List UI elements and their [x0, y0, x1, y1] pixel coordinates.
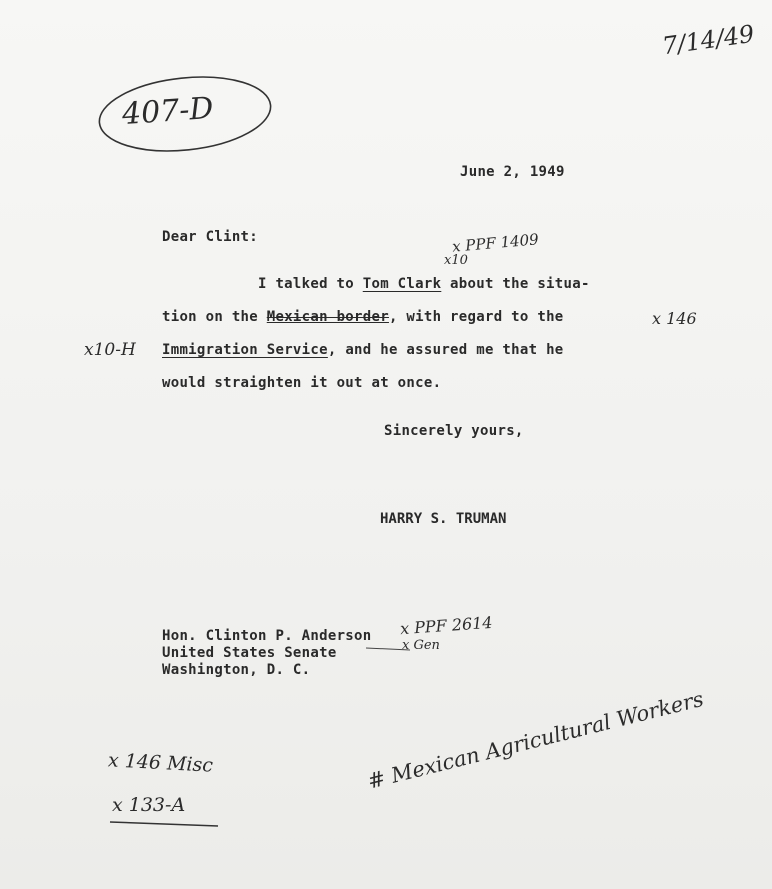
place-mexican-border: Mexican border [266, 309, 389, 325]
handwritten-x146-misc: x 146 Misc [107, 749, 214, 777]
recipient-name: Hon. Clinton P. Anderson [162, 628, 372, 644]
letter-date: June 2, 1949 [460, 164, 565, 180]
handwritten-circled-number: 407-D [120, 90, 215, 133]
body-line-1-post: about the situa- [441, 276, 590, 292]
body-line-1-pre: I talked to [258, 276, 363, 292]
recipient-city: Washington, D. C. [162, 662, 311, 678]
person-name-tom-clark: Tom Clark [362, 276, 442, 292]
recipient-org: United States Senate [162, 645, 337, 661]
body-line-2-post: , with regard to the [388, 309, 564, 325]
handwritten-x10h: x10-H [84, 340, 136, 360]
handwritten-subject-note: # Mexican Agricultural Workers [365, 686, 706, 794]
agency-immigration-service: Immigration Service [162, 342, 328, 358]
letter-body-line-2 [162, 309, 564, 325]
letter-body-line-4: would straighten it out at once. [162, 375, 442, 391]
body-line-3-post: , and he assured me that he [327, 342, 564, 358]
handwritten-x10: x10 [444, 253, 468, 268]
letter-salutation: Dear Clint: [162, 229, 259, 245]
body-line-2-pre: tion on the [162, 309, 267, 325]
handwritten-x146: x 146 [652, 309, 697, 328]
handwritten-x133a: x 133-A [112, 794, 186, 816]
letter-body-line-3 [162, 342, 564, 358]
handwritten-ppf-2614: x PPF 2614 [399, 612, 494, 639]
handwritten-gen: x Gen [402, 638, 440, 653]
letter-signature: HARRY S. TRUMAN [380, 511, 507, 527]
handwritten-date-top: 7/14/49 [660, 19, 757, 61]
handwritten-ppf-1409: x PPF 1409 [451, 230, 540, 256]
letter-closing: Sincerely yours, [384, 423, 524, 439]
letter-body-line-1 [258, 276, 590, 292]
